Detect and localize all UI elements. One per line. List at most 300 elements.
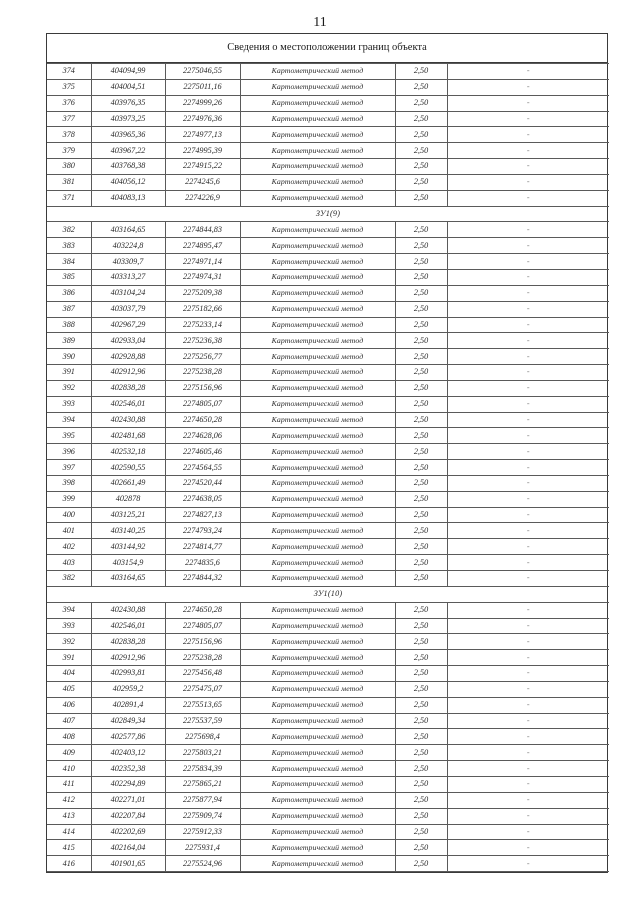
y-coordinate-cell: 2275475,07	[165, 681, 240, 697]
y-coordinate-cell: 2274827,13	[165, 507, 240, 523]
table-row	[47, 64, 609, 80]
x-coordinate-cell: 402164,04	[91, 840, 165, 856]
method-cell: Картометрический метод	[240, 555, 395, 571]
table-row	[47, 444, 609, 460]
y-coordinate-cell: 2274650,28	[165, 412, 240, 428]
accuracy-cell: 2,50	[395, 523, 447, 539]
description-cell: -	[447, 761, 609, 777]
x-coordinate-cell: 402993,81	[91, 666, 165, 682]
accuracy-cell: 2,50	[395, 460, 447, 476]
y-coordinate-cell: 2275209,38	[165, 285, 240, 301]
point-number-cell: 401	[47, 523, 91, 539]
method-cell: Картометрический метод	[240, 634, 395, 650]
y-coordinate-cell: 2274977,13	[165, 127, 240, 143]
y-coordinate-cell: 2275156,96	[165, 634, 240, 650]
method-cell: Картометрический метод	[240, 365, 395, 381]
method-cell: Картометрический метод	[240, 523, 395, 539]
point-number-cell: 380	[47, 159, 91, 175]
x-coordinate-cell: 403154,9	[91, 555, 165, 571]
table-row	[47, 301, 609, 317]
table-row	[47, 650, 609, 666]
x-coordinate-cell: 403224,8	[91, 238, 165, 254]
description-cell: -	[447, 602, 609, 618]
x-coordinate-cell: 403965,36	[91, 127, 165, 143]
table-row	[47, 840, 609, 856]
table-row	[47, 238, 609, 254]
method-cell: Картометрический метод	[240, 143, 395, 159]
accuracy-cell: 2,50	[395, 254, 447, 270]
table-body	[47, 64, 609, 872]
x-coordinate-cell: 402294,89	[91, 776, 165, 792]
description-cell: -	[447, 349, 609, 365]
boundary-sheet	[46, 33, 608, 873]
y-coordinate-cell: 2275803,21	[165, 745, 240, 761]
point-number-cell: 405	[47, 681, 91, 697]
point-number-cell: 382	[47, 222, 91, 238]
description-cell: -	[447, 159, 609, 175]
description-cell: -	[447, 824, 609, 840]
description-cell: -	[447, 95, 609, 111]
x-coordinate-cell: 404056,12	[91, 174, 165, 190]
description-cell: -	[447, 555, 609, 571]
method-cell: Картометрический метод	[240, 412, 395, 428]
description-cell: -	[447, 111, 609, 127]
description-cell: -	[447, 254, 609, 270]
method-cell: Картометрический метод	[240, 776, 395, 792]
description-cell: -	[447, 650, 609, 666]
method-cell: Картометрический метод	[240, 808, 395, 824]
table-row	[47, 475, 609, 491]
description-cell: -	[447, 634, 609, 650]
y-coordinate-cell: 2274793,24	[165, 523, 240, 539]
sheet-title: Сведения о местоположении границ объекта	[47, 34, 607, 63]
table-row	[47, 713, 609, 729]
point-number-cell: 392	[47, 380, 91, 396]
section-header-row	[47, 586, 609, 602]
table-row	[47, 555, 609, 571]
accuracy-cell: 2,50	[395, 666, 447, 682]
accuracy-cell: 2,50	[395, 111, 447, 127]
table-row	[47, 333, 609, 349]
point-number-cell: 415	[47, 840, 91, 856]
method-cell: Картометрический метод	[240, 349, 395, 365]
y-coordinate-cell: 2274628,06	[165, 428, 240, 444]
x-coordinate-cell: 402271,01	[91, 792, 165, 808]
x-coordinate-cell: 402546,01	[91, 396, 165, 412]
description-cell: -	[447, 127, 609, 143]
point-number-cell: 410	[47, 761, 91, 777]
y-coordinate-cell: 2275233,14	[165, 317, 240, 333]
x-coordinate-cell: 403768,38	[91, 159, 165, 175]
accuracy-cell: 2,50	[395, 365, 447, 381]
table-row	[47, 412, 609, 428]
y-coordinate-cell: 2275238,28	[165, 650, 240, 666]
accuracy-cell: 2,50	[395, 380, 447, 396]
table-row	[47, 523, 609, 539]
y-coordinate-cell: 2274805,07	[165, 396, 240, 412]
y-coordinate-cell: 2274976,36	[165, 111, 240, 127]
point-number-cell: 383	[47, 238, 91, 254]
y-coordinate-cell: 2274999,26	[165, 95, 240, 111]
table-row	[47, 127, 609, 143]
x-coordinate-cell: 402933,04	[91, 333, 165, 349]
point-number-cell: 400	[47, 507, 91, 523]
accuracy-cell: 2,50	[395, 507, 447, 523]
table-row	[47, 460, 609, 476]
x-coordinate-cell: 403164,65	[91, 222, 165, 238]
y-coordinate-cell: 2275456,48	[165, 666, 240, 682]
method-cell: Картометрический метод	[240, 428, 395, 444]
point-number-cell: 381	[47, 174, 91, 190]
x-coordinate-cell: 402546,01	[91, 618, 165, 634]
description-cell: -	[447, 713, 609, 729]
point-number-cell: 389	[47, 333, 91, 349]
method-cell: Картометрический метод	[240, 792, 395, 808]
description-cell: -	[447, 285, 609, 301]
method-cell: Картометрический метод	[240, 333, 395, 349]
accuracy-cell: 2,50	[395, 808, 447, 824]
table-row	[47, 761, 609, 777]
table-row	[47, 317, 609, 333]
method-cell: Картометрический метод	[240, 380, 395, 396]
y-coordinate-cell: 2274638,05	[165, 491, 240, 507]
x-coordinate-cell: 402928,88	[91, 349, 165, 365]
description-cell: -	[447, 491, 609, 507]
point-number-cell: 392	[47, 634, 91, 650]
point-number-cell: 378	[47, 127, 91, 143]
accuracy-cell: 2,50	[395, 79, 447, 95]
y-coordinate-cell: 2274895,47	[165, 238, 240, 254]
x-coordinate-cell: 402891,4	[91, 697, 165, 713]
table-row	[47, 618, 609, 634]
y-coordinate-cell: 2274564,55	[165, 460, 240, 476]
point-number-cell: 387	[47, 301, 91, 317]
method-cell: Картометрический метод	[240, 222, 395, 238]
description-cell: -	[447, 396, 609, 412]
point-number-cell: 397	[47, 460, 91, 476]
table-row	[47, 380, 609, 396]
table-row	[47, 159, 609, 175]
table-row	[47, 539, 609, 555]
table-row	[47, 808, 609, 824]
point-number-cell: 385	[47, 269, 91, 285]
x-coordinate-cell: 402967,29	[91, 317, 165, 333]
table-row	[47, 190, 609, 206]
description-cell: -	[447, 174, 609, 190]
x-coordinate-cell: 402577,86	[91, 729, 165, 745]
y-coordinate-cell: 2275698,4	[165, 729, 240, 745]
accuracy-cell: 2,50	[395, 412, 447, 428]
y-coordinate-cell: 2274995,39	[165, 143, 240, 159]
description-cell: -	[447, 856, 609, 872]
description-cell: -	[447, 460, 609, 476]
method-cell: Картометрический метод	[240, 507, 395, 523]
accuracy-cell: 2,50	[395, 333, 447, 349]
description-cell: -	[447, 729, 609, 745]
y-coordinate-cell: 2274520,44	[165, 475, 240, 491]
y-coordinate-cell: 2275524,96	[165, 856, 240, 872]
accuracy-cell: 2,50	[395, 650, 447, 666]
table-row	[47, 349, 609, 365]
description-cell: -	[447, 301, 609, 317]
point-number-cell: 394	[47, 602, 91, 618]
description-cell: -	[447, 571, 609, 587]
description-cell: -	[447, 238, 609, 254]
method-cell: Картометрический метод	[240, 681, 395, 697]
accuracy-cell: 2,50	[395, 190, 447, 206]
table-row	[47, 697, 609, 713]
accuracy-cell: 2,50	[395, 618, 447, 634]
table-row	[47, 729, 609, 745]
point-number-cell: 379	[47, 143, 91, 159]
x-coordinate-cell: 403140,25	[91, 523, 165, 539]
table-row	[47, 222, 609, 238]
table-row	[47, 602, 609, 618]
method-cell: Картометрический метод	[240, 317, 395, 333]
accuracy-cell: 2,50	[395, 824, 447, 840]
accuracy-cell: 2,50	[395, 602, 447, 618]
point-number-cell: 386	[47, 285, 91, 301]
point-number-cell: 402	[47, 539, 91, 555]
accuracy-cell: 2,50	[395, 571, 447, 587]
point-number-cell: 414	[47, 824, 91, 840]
x-coordinate-cell: 403144,92	[91, 539, 165, 555]
description-cell: -	[447, 79, 609, 95]
method-cell: Картометрический метод	[240, 238, 395, 254]
accuracy-cell: 2,50	[395, 428, 447, 444]
accuracy-cell: 2,50	[395, 317, 447, 333]
description-cell: -	[447, 681, 609, 697]
accuracy-cell: 2,50	[395, 143, 447, 159]
point-number-cell: 404	[47, 666, 91, 682]
method-cell: Картометрический метод	[240, 159, 395, 175]
x-coordinate-cell: 403313,27	[91, 269, 165, 285]
method-cell: Картометрический метод	[240, 856, 395, 872]
x-coordinate-cell: 402481,68	[91, 428, 165, 444]
accuracy-cell: 2,50	[395, 349, 447, 365]
point-number-cell: 399	[47, 491, 91, 507]
x-coordinate-cell: 403037,79	[91, 301, 165, 317]
x-coordinate-cell: 402403,12	[91, 745, 165, 761]
method-cell: Картометрический метод	[240, 571, 395, 587]
description-cell: -	[447, 64, 609, 80]
method-cell: Картометрический метод	[240, 666, 395, 682]
x-coordinate-cell: 403973,25	[91, 111, 165, 127]
point-number-cell: 377	[47, 111, 91, 127]
method-cell: Картометрический метод	[240, 602, 395, 618]
y-coordinate-cell: 2275156,96	[165, 380, 240, 396]
method-cell: Картометрический метод	[240, 824, 395, 840]
point-number-cell: 406	[47, 697, 91, 713]
table-row	[47, 143, 609, 159]
x-coordinate-cell: 403164,65	[91, 571, 165, 587]
table-row	[47, 776, 609, 792]
y-coordinate-cell: 2274844,32	[165, 571, 240, 587]
x-coordinate-cell: 402202,69	[91, 824, 165, 840]
x-coordinate-cell: 402532,18	[91, 444, 165, 460]
table-row	[47, 824, 609, 840]
method-cell: Картометрический метод	[240, 539, 395, 555]
description-cell: -	[447, 412, 609, 428]
description-cell: -	[447, 523, 609, 539]
y-coordinate-cell: 2275931,4	[165, 840, 240, 856]
x-coordinate-cell: 403125,21	[91, 507, 165, 523]
accuracy-cell: 2,50	[395, 539, 447, 555]
table-row	[47, 95, 609, 111]
section-label: ЗУ1(10)	[47, 586, 609, 602]
accuracy-cell: 2,50	[395, 64, 447, 80]
y-coordinate-cell: 2274835,6	[165, 555, 240, 571]
method-cell: Картометрический метод	[240, 444, 395, 460]
x-coordinate-cell: 403309,7	[91, 254, 165, 270]
point-number-cell: 412	[47, 792, 91, 808]
x-coordinate-cell: 404004,51	[91, 79, 165, 95]
accuracy-cell: 2,50	[395, 792, 447, 808]
description-cell: -	[447, 808, 609, 824]
point-number-cell: 390	[47, 349, 91, 365]
accuracy-cell: 2,50	[395, 555, 447, 571]
method-cell: Картометрический метод	[240, 111, 395, 127]
table-row	[47, 666, 609, 682]
point-number-cell: 413	[47, 808, 91, 824]
y-coordinate-cell: 2275834,39	[165, 761, 240, 777]
description-cell: -	[447, 776, 609, 792]
point-number-cell: 409	[47, 745, 91, 761]
description-cell: -	[447, 745, 609, 761]
point-number-cell: 374	[47, 64, 91, 80]
table-row	[47, 792, 609, 808]
method-cell: Картометрический метод	[240, 761, 395, 777]
point-number-cell: 384	[47, 254, 91, 270]
table-row	[47, 365, 609, 381]
y-coordinate-cell: 2275238,28	[165, 365, 240, 381]
description-cell: -	[447, 317, 609, 333]
section-label: ЗУ1(9)	[47, 206, 609, 222]
table-row	[47, 396, 609, 412]
point-number-cell: 407	[47, 713, 91, 729]
x-coordinate-cell: 402430,88	[91, 412, 165, 428]
table-row	[47, 428, 609, 444]
accuracy-cell: 2,50	[395, 396, 447, 412]
point-number-cell: 371	[47, 190, 91, 206]
accuracy-cell: 2,50	[395, 745, 447, 761]
point-number-cell: 391	[47, 650, 91, 666]
point-number-cell: 391	[47, 365, 91, 381]
table-row	[47, 507, 609, 523]
table-row	[47, 745, 609, 761]
method-cell: Картометрический метод	[240, 460, 395, 476]
x-coordinate-cell: 402352,38	[91, 761, 165, 777]
description-cell: -	[447, 444, 609, 460]
point-number-cell: 411	[47, 776, 91, 792]
accuracy-cell: 2,50	[395, 713, 447, 729]
description-cell: -	[447, 697, 609, 713]
method-cell: Картометрический метод	[240, 285, 395, 301]
accuracy-cell: 2,50	[395, 475, 447, 491]
method-cell: Картометрический метод	[240, 491, 395, 507]
y-coordinate-cell: 2275513,65	[165, 697, 240, 713]
table-row	[47, 285, 609, 301]
description-cell: -	[447, 840, 609, 856]
method-cell: Картометрический метод	[240, 745, 395, 761]
accuracy-cell: 2,50	[395, 285, 447, 301]
y-coordinate-cell: 2275236,38	[165, 333, 240, 349]
x-coordinate-cell: 402207,84	[91, 808, 165, 824]
table-row	[47, 491, 609, 507]
x-coordinate-cell: 402838,28	[91, 634, 165, 650]
point-number-cell: 394	[47, 412, 91, 428]
y-coordinate-cell: 2274974,31	[165, 269, 240, 285]
method-cell: Картометрический метод	[240, 650, 395, 666]
y-coordinate-cell: 2274650,28	[165, 602, 240, 618]
x-coordinate-cell: 403967,22	[91, 143, 165, 159]
accuracy-cell: 2,50	[395, 681, 447, 697]
method-cell: Картометрический метод	[240, 127, 395, 143]
x-coordinate-cell: 402430,88	[91, 602, 165, 618]
y-coordinate-cell: 2275912,33	[165, 824, 240, 840]
accuracy-cell: 2,50	[395, 444, 447, 460]
method-cell: Картометрический метод	[240, 64, 395, 80]
description-cell: -	[447, 190, 609, 206]
y-coordinate-cell: 2274844,83	[165, 222, 240, 238]
x-coordinate-cell: 403104,24	[91, 285, 165, 301]
accuracy-cell: 2,50	[395, 761, 447, 777]
accuracy-cell: 2,50	[395, 222, 447, 238]
x-coordinate-cell: 402959,2	[91, 681, 165, 697]
point-number-cell: 398	[47, 475, 91, 491]
description-cell: -	[447, 507, 609, 523]
x-coordinate-cell: 402838,28	[91, 380, 165, 396]
page-number: 11	[313, 15, 327, 30]
point-number-cell: 375	[47, 79, 91, 95]
method-cell: Картометрический метод	[240, 301, 395, 317]
section-header-row	[47, 206, 609, 222]
x-coordinate-cell: 402912,96	[91, 365, 165, 381]
method-cell: Картометрический метод	[240, 174, 395, 190]
coordinates-table	[47, 63, 609, 872]
method-cell: Картометрический метод	[240, 475, 395, 491]
y-coordinate-cell: 2274971,14	[165, 254, 240, 270]
point-number-cell: 393	[47, 618, 91, 634]
point-number-cell: 408	[47, 729, 91, 745]
table-row	[47, 269, 609, 285]
accuracy-cell: 2,50	[395, 127, 447, 143]
description-cell: -	[447, 666, 609, 682]
x-coordinate-cell: 403976,35	[91, 95, 165, 111]
description-cell: -	[447, 333, 609, 349]
point-number-cell: 416	[47, 856, 91, 872]
x-coordinate-cell: 402849,34	[91, 713, 165, 729]
accuracy-cell: 2,50	[395, 174, 447, 190]
y-coordinate-cell: 2275182,66	[165, 301, 240, 317]
y-coordinate-cell: 2275046,55	[165, 64, 240, 80]
y-coordinate-cell: 2274605,46	[165, 444, 240, 460]
method-cell: Картометрический метод	[240, 95, 395, 111]
accuracy-cell: 2,50	[395, 856, 447, 872]
method-cell: Картометрический метод	[240, 697, 395, 713]
y-coordinate-cell: 2275877,94	[165, 792, 240, 808]
table-row	[47, 79, 609, 95]
accuracy-cell: 2,50	[395, 159, 447, 175]
accuracy-cell: 2,50	[395, 301, 447, 317]
method-cell: Картометрический метод	[240, 79, 395, 95]
table-row	[47, 634, 609, 650]
accuracy-cell: 2,50	[395, 269, 447, 285]
table-row	[47, 111, 609, 127]
description-cell: -	[447, 792, 609, 808]
table-row	[47, 681, 609, 697]
method-cell: Картометрический метод	[240, 254, 395, 270]
